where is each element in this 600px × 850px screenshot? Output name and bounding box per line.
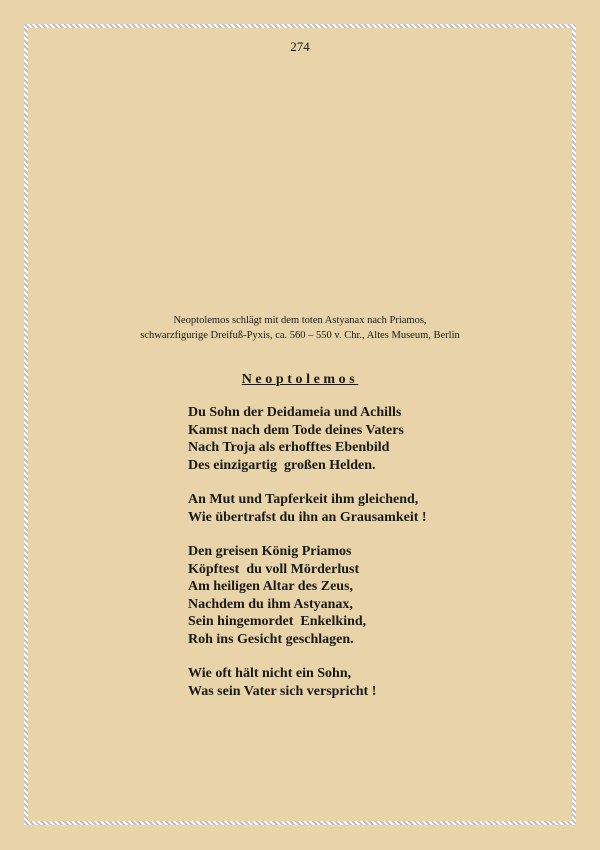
poem-line: Sein hingemordet Enkelkind, — [188, 614, 367, 629]
page-number: 274 — [290, 39, 310, 54]
poem-line: Wie oft hält nicht ein Sohn, — [188, 666, 352, 681]
poem-line: Des einzigartig großen Helden. — [188, 457, 376, 473]
image-caption — [100, 313, 500, 343]
poem-line: Köpftest du voll Mörderlust — [188, 561, 360, 577]
stanza-2 — [188, 491, 508, 526]
poem-line: Nach Troja als erhofftes Ebenbild — [188, 440, 390, 455]
stanza-3 — [188, 543, 508, 648]
poem-line: An Mut und Tapferkeit ihm gleichend, — [188, 492, 419, 507]
stanza-4 — [188, 665, 508, 700]
poem-line: Du Sohn der Deidameia und Achills — [188, 405, 402, 420]
poem-line: Was sein Vater sich verspricht ! — [188, 683, 377, 699]
poem-line: Den greisen König Priamos — [188, 544, 352, 559]
poem-line: Kamst nach dem Tode deines Vaters — [188, 422, 404, 438]
caption-line-2: schwarzfigurige Dreifuß-Pyxis, ca. 560 – 550 v. Chr., Altes Museum, Berlin — [140, 330, 460, 341]
caption-line-1: Neoptolemos schlägt mit dem toten Astyanax nach Priamos, — [173, 315, 427, 326]
poem-body — [188, 404, 508, 700]
poem-line: Am heiligen Altar des Zeus, — [188, 579, 354, 594]
stanza-1 — [188, 404, 508, 474]
poem-line: Roh ins Gesicht geschlagen. — [188, 631, 354, 647]
poem-line: Wie übertrafst du ihn an Grausamkeit ! — [188, 509, 427, 525]
poem-line: Nachdem du ihm Astyanax, — [188, 596, 353, 612]
poem-title: Neoptolemos — [241, 372, 359, 387]
